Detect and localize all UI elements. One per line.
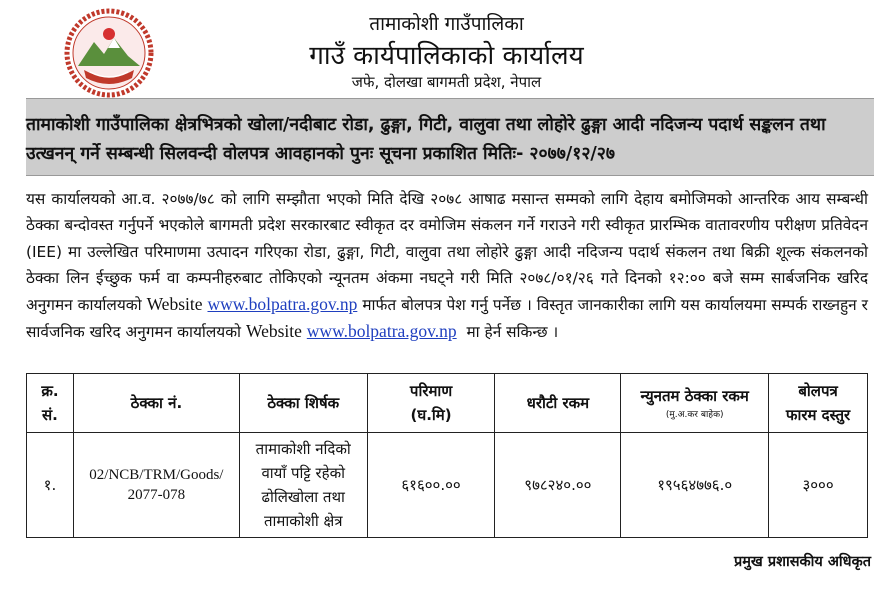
municipality-name: तामाकोशी गाउँपालिका <box>369 13 524 35</box>
signature-title: प्रमुख प्रशासकीय अधिकृत <box>734 554 871 570</box>
header-sn: क्र. सं. <box>27 374 74 433</box>
office-address: जफे, दोलखा बागमती प्रदेश, नेपाल <box>351 73 542 91</box>
header-quantity: परिमाण (घ.मि) <box>367 374 495 433</box>
bolpatra-link-2[interactable]: www.bolpatra.gov.np <box>306 321 457 342</box>
office-name: गाउँ कार्यपालिकाको कार्यालय <box>309 41 584 71</box>
body-text-part-2: मार्फत बोलपत्र पेश गर्नु पर्नेछ । विस्तृत जानकारीका लागि यस कार्यालयमा सम्पर्क राख्नहुन र सार्वजनिक खरिद अनुगमन कार्यालयको <box>26 296 868 342</box>
cell-min-amount: १९५६४७७६.० <box>621 433 769 538</box>
notice-title-line-1: तामाकोशी गाउँपालिका क्षेत्रभित्रको खोला/नदीबाट रोडा, ढुङ्गा, गिटी, वालुवा तथा लोहोरे ढुङ्गा आदी नदिजन्य पदार्थ सङ्कलन तथा <box>26 115 826 135</box>
table-header-row <box>27 374 868 433</box>
cell-quantity: ६१६००.०० <box>367 433 495 538</box>
notice-body <box>26 186 868 346</box>
body-text-part-1: यस कार्यालयको आ.व. २०७७/७८ को लागि सम्झौता भएको मिति देखि २०७८ आषाढ मसान्त सम्मको लागि देहाय बमोजिमको आन्तरिक आय सम्बन्धी ठेक्का बन्दोवस्त गर्नुपर्ने भएकोले बागमती प्रदेश सरकारबाट स्वीकृत दर वमोजिम संकलन गर्ने गराउने गरी स्वीकृत प्रारम्भिक वातावरणीय परीक्षण प्रतिवेदन (IEE) मा उल्लेखित परिमाणमा उत्पादन गरिएका रोडा, ढुङ्गा, गिटी, वालुवा तथा लोहोरे ढुङ्गा आदी नदिजन्य पदार्थ संकलन तथा बिक्री शूल्क संकलनको ठेक्का लिन ईच्छुक फर्म वा कम्पनीहरुबाट तोकिएको न्यूनतम अंकमा नघट्ने गरी मिति २०७८/०१/२६ गते दिनको १२:०० बजे सम्म सार्बजनिक खरिद अनुगमन कार्यालयको <box>26 190 868 315</box>
header-contract-title: ठेक्का शिर्षक <box>239 374 367 433</box>
body-text-part-3: मा हेर्न सकिन्छ । <box>466 323 559 342</box>
notice-title-box <box>26 98 874 176</box>
header-min-amount: न्युनतम ठेक्का रकम (मु.अ.कर बाहेक) <box>621 374 769 433</box>
cell-form-fee: ३००० <box>769 433 868 538</box>
cell-deposit: ९७८२४०.०० <box>495 433 621 538</box>
notice-title-line-2: उत्खनन् गर्ने सम्बन्धी सिलवन्दी वोलपत्र आवहानको पुनः सूचना प्रकाशित मितिः- २०७७/१२/२७ <box>26 144 616 164</box>
header-deposit: धरौटी रकम <box>495 374 621 433</box>
cell-sn: १. <box>27 433 74 538</box>
cell-contract-no: 02/NCB/TRM/Goods/ 2077-078 <box>73 433 239 538</box>
table-row <box>27 433 868 538</box>
header-form-fee: बोलपत्र फारम दस्तुर <box>769 374 868 433</box>
tender-table <box>26 373 868 538</box>
bolpatra-link-1[interactable]: www.bolpatra.gov.np <box>207 294 358 315</box>
website-label-2: Website <box>245 321 302 342</box>
header-contract-no: ठेक्का नं. <box>73 374 239 433</box>
cell-contract-title: तामाकोशी नदिको वायाँ पट्टि रहेको ढोलिखोला तथा तामाकोशी क्षेत्र <box>239 433 367 538</box>
header-min-amount-note: (मु.अ.कर बाहेक) <box>665 410 724 420</box>
website-label-1: Website <box>146 294 203 315</box>
